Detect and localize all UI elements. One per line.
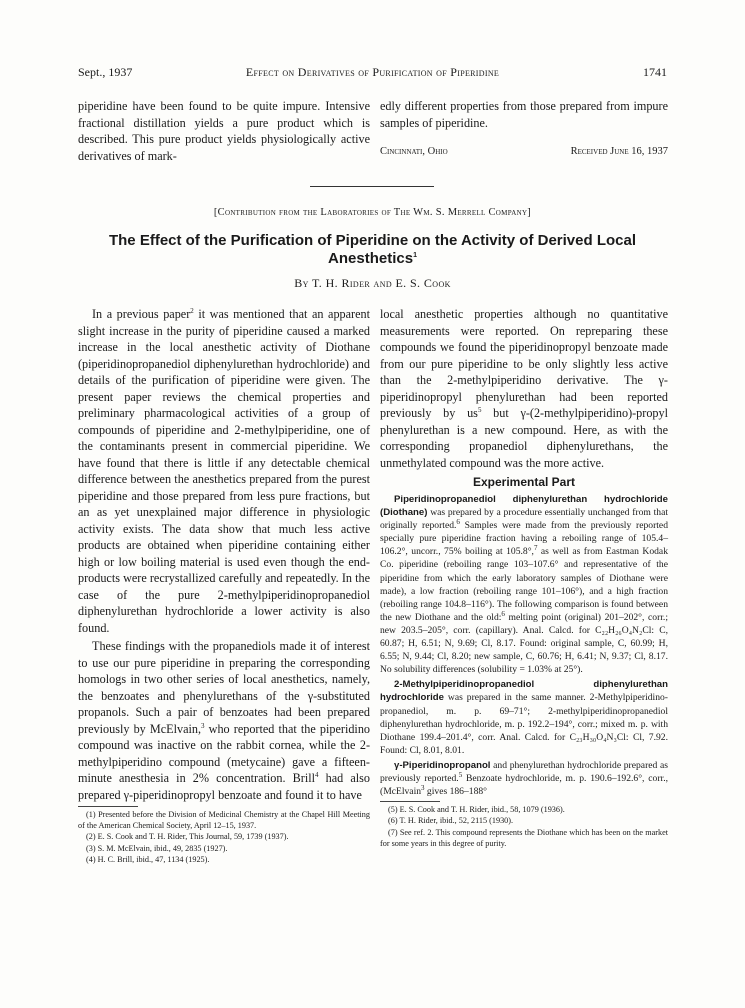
paragraph-right-1: [380, 306, 668, 471]
signature-place: Cincinnati, Ohio: [380, 146, 448, 157]
footnote-mark: 6: [501, 609, 505, 618]
footnote-mark: 2: [190, 306, 194, 315]
text-span: In a previous paper: [92, 307, 191, 321]
footnote-mark: 5: [458, 770, 463, 779]
footnote-7: (7) See ref. 2. This compound represents the Diothane which has been on the market for some years in this degree of purity.: [380, 827, 668, 848]
byline: By T. H. Rider and E. S. Cook: [294, 276, 451, 290]
text-span: was prepared by a procedure essentially unchanged from that originally reported.: [380, 507, 668, 532]
footnote-mark: 3: [421, 783, 425, 792]
previous-article-text-left: piperidine have been found to be quite impure. Intensive fractional distillation yields a pure product which is described. This pure product yields physiologically active derivatives of mark-: [78, 99, 370, 163]
text-span: had also prepared γ-piperidinopropyl benzoate and found it to have: [78, 771, 370, 802]
header-page-number: 1741: [643, 65, 667, 79]
text-span: it was mentioned that an apparent slight increase in the purity of piperidine caused a marked increase in the local anesthetic activity of Diothane (piperidinopropanediol diphenylurethan hydrochloride) and details of the purification of piperidine were given. The present paper reviews the chemical properties and preliminary pharmacological activities of a group of compounds of piperidine and 2-methylpiperidine, one of the contaminants present in commercial piperidine. We have found that there is little if any detectable chemical difference between the anesthetics prepared from the purest piperidine and those prepared from less pure fractions, but an as yet unexplained major difference in physiologic activity exists. The data show that much less active products are obtained when piperidine containing either high or low boiling material is used even though the end-products were recrystallized carefully and repeatedly. In the case of the pure 2-methylpiperidinopropanediol diphenylurethan hydrochloride a lower activity is also found.: [78, 307, 370, 635]
text-span: melting point (original) 201–202°, corr.; new 203.5–205°, corr. (capillary). Anal. Calcd. for C₂₂H₂₆O₄N₂Cl: C, 60.87; H, 6.51; N, 9.69; Cl, 8.17. Found: original sample, C, 60.99; H, 6.55; N, 9.44; Cl, 8.20; new sample, C, 60.76; H, 6.41; N, 9.37; Cl, 8.17. No solubility differences (solubility = 1.03% at 25°).: [380, 611, 668, 676]
paragraph-1: [78, 306, 370, 636]
footnote-1: (1) Presented before the Division of Medicinal Chemistry at the Chapel Hill Meeting of the American Chemical Society, April 12–15, 1937.: [78, 810, 370, 831]
footnotes-right: [380, 804, 668, 849]
footnote-mark: 6: [456, 518, 460, 526]
footnote-mark: 5: [477, 405, 482, 414]
text-span: as well as from Eastman Kodak Co. piperidine (reboiling range 103–107.6° and representative of the piperidine from which the early laboratory samples of Diothane were made), a low fraction (reboiling range 101–106°), and a high fraction (reboiling range 104.8–116°). The following comparison is found between the new Diothane and the old:: [380, 546, 668, 623]
text-span: who reported that the piperidino compound was inactive on the rabbit cornea, while the 2-methylpiperidino compound (metycaine) gave a fifteen-minute anesthesia in 2% concentration. Brill: [78, 721, 371, 785]
text-span: but γ-(2-methylpiperidino)-propyl phenylurethan is a new compound. Here, as with the corresponding propanediol diphenylurethans, the unmethylated compound was the more active.: [380, 406, 668, 470]
footnote-mark: 3: [201, 721, 205, 730]
article-title-footnote-mark: 1: [413, 252, 417, 259]
text-span: local anesthetic properties although no quantitative measurements were reported. On repreparing these compounds we found the piperidinopropyl benzoate made from our pure piperidine to be only slightly less active than the 2-methylpiperidino derivative. The γ-piperidinopropyl phenylurethan had been reported previously by us: [380, 307, 668, 420]
experimental-paragraph-1: [380, 493, 668, 676]
contribution-line: [Contribution from the Laboratories of The Wm. S. Merrell Company]: [213, 207, 532, 218]
running-header: [78, 65, 667, 81]
previous-article-tail-left: [78, 98, 370, 164]
footnote-6: (6) T. H. Rider, ibid., 52, 2115 (1930).: [388, 816, 514, 826]
signature-line: [380, 146, 668, 157]
article-separator-rule: [310, 186, 434, 187]
main-left-column: [78, 306, 370, 865]
footnote-mark: 7: [533, 544, 538, 553]
text-span: and phenylurethan hydrochloride prepared as previously reported.: [380, 759, 668, 784]
compound-name: Piperidinopropanediol diphenylurethan hydrochloride (Diothane): [380, 494, 668, 519]
text-span: These findings with the propanediols made it of interest to use our pure piperidine in preparing the corresponding homologs in two other series of local anesthetics, namely, the benzoates and phenylurethans of the γ-substituted propanols. Such a pair of benzoates had been prepared previously by McElvain,: [78, 639, 370, 736]
article-title-text: The Effect of the Purification of Piperidine on the Activity of Derived Local Anesthetics: [108, 232, 636, 267]
experimental-paragraph-2: [380, 678, 668, 757]
footnote-3: (3) S. M. McElvain, ibid., 49, 2835 (1927).: [86, 843, 228, 853]
previous-article-tail-right: [380, 98, 668, 157]
footnote-rule-right: [380, 801, 440, 802]
text-span: gives 186–188°: [424, 786, 487, 798]
text-span: Samples were made from the previously reported specially pure piperidine fraction having a reboiling range of 105.4–106.2°, uncorr., 75% boiling at 105.8°,: [380, 520, 668, 558]
paragraph-2: [78, 638, 370, 803]
header-date: Sept., 1937: [78, 65, 133, 79]
footnote-rule-left: [78, 806, 138, 807]
text-span: was prepared in the same manner. 2-Methylpiperidino-propanediol, m. p. 69–71°; 2-methylpiperidinopropanediol diphenylurethan hydrochloride, m. p. 192.2–194°, corr.; mixed m. p. with Diothane 199.4–201.4°, corr. Anal. Calcd. for C₂₃H₃₀O₄N₃Cl: Cl, 7.92. Found: Cl, 8.01, 8.01.: [380, 692, 668, 756]
footnote-2: (2) E. S. Cook and T. H. Rider, This Journal, 59, 1739 (1937).: [86, 832, 289, 842]
compound-name: 2-Methylpiperidinopropanediol diphenylurethan hydrochloride: [380, 679, 668, 704]
main-right-column: [380, 306, 668, 849]
previous-article-text-right: edly different properties from those prepared from impure samples of piperidine.: [380, 99, 668, 130]
header-running-title: Effect on Derivatives of Purification of Piperidine: [245, 65, 500, 79]
footnotes-left: [78, 809, 370, 865]
text-span: Benzoate hydrochloride, m. p. 190.6–192.6°, corr., (McElvain: [380, 772, 668, 798]
footnote-4: (4) H. C. Brill, ibid., 47, 1134 (1925).: [86, 854, 210, 864]
experimental-paragraph-3: [380, 759, 668, 798]
article-title: [80, 232, 665, 268]
signature-received: Received June 16, 1937: [570, 146, 668, 157]
section-heading: Experimental Part: [472, 475, 576, 489]
footnote-mark: 4: [315, 770, 319, 779]
compound-name: γ-Piperidinopropanol: [394, 759, 491, 771]
footnote-5: (5) E. S. Cook and T. H. Rider, ibid., 58, 1079 (1936).: [388, 805, 565, 815]
